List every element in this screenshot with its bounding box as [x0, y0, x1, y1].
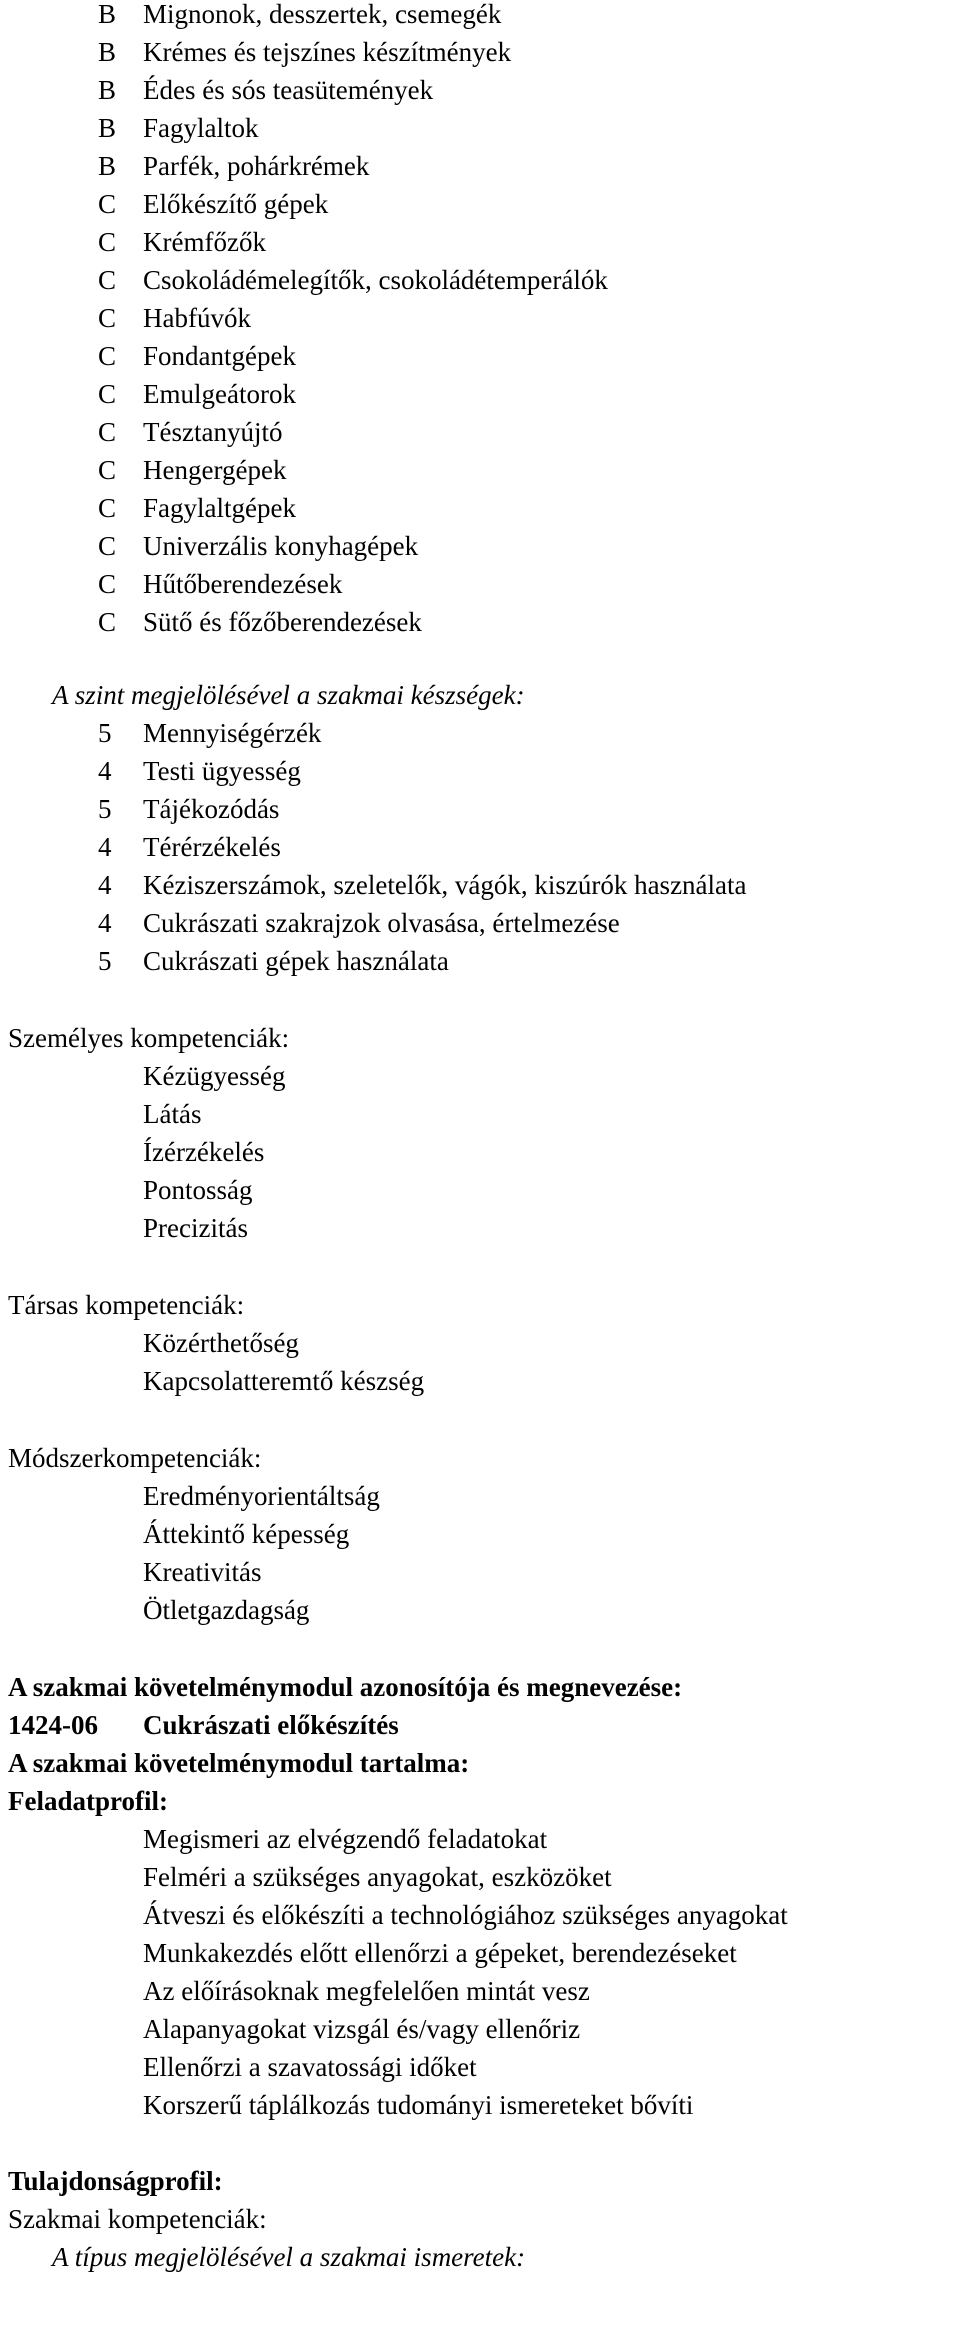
item-code: C — [98, 379, 117, 409]
item-text: Ízérzékelés — [143, 1137, 265, 1167]
item-code: C — [98, 569, 117, 599]
item-text: Fondantgépek — [143, 341, 296, 371]
item-text: Áttekintő képesség — [143, 1519, 350, 1549]
item-code: B — [98, 37, 117, 67]
skill-text: Térérzékelés — [143, 832, 281, 862]
item-text: Habfúvók — [143, 303, 251, 333]
item-code: B — [98, 151, 117, 181]
item-text: Látás — [143, 1099, 202, 1129]
item-code: C — [98, 607, 117, 637]
item-text: Fagylaltok — [143, 113, 259, 143]
item-text: Közérthetőség — [143, 1328, 299, 1358]
personal-heading: Személyes kompetenciák: — [8, 1023, 290, 1053]
task-text: Ellenőrzi a szavatossági időket — [143, 2052, 477, 2082]
module-id-heading-text: A szakmai követelménymodul azonosítója és megnevezése: — [8, 1672, 683, 1702]
skill-level: 5 — [98, 794, 112, 824]
item-text: Emulgeátorok — [143, 379, 296, 409]
task-text: Alapanyagokat vizsgál és/vagy ellenőriz — [143, 2014, 581, 2044]
item-code: C — [98, 531, 117, 561]
skill-level: 5 — [98, 718, 112, 748]
item-code: C — [98, 265, 117, 295]
skill-level: 4 — [98, 756, 112, 786]
skill-text: Tájékozódás — [143, 794, 280, 824]
item-text: Kapcsolatteremtő készség — [143, 1366, 425, 1396]
item-code: B — [98, 75, 117, 105]
skill-text: Testi ügyesség — [143, 756, 301, 786]
professional-competence-text: Szakmai kompetenciák: — [8, 2204, 267, 2234]
item-text: Hengergépek — [143, 455, 287, 485]
task-text: Az előírásoknak megfelelően mintát vesz — [143, 1976, 590, 2006]
module-id: 1424-06 — [8, 1710, 98, 1740]
skill-text: Cukrászati szakrajzok olvasása, értelmezése — [143, 908, 620, 938]
task-text: Korszerű táplálkozás tudományi ismereteket bővíti — [143, 2090, 694, 2120]
item-text: Fagylaltgépek — [143, 493, 296, 523]
item-code: C — [98, 189, 117, 219]
module-name: Cukrászati előkészítés — [143, 1710, 399, 1740]
method-heading: Módszerkompetenciák: — [8, 1443, 262, 1473]
skill-text: Cukrászati gépek használata — [143, 946, 449, 976]
item-code: C — [98, 227, 117, 257]
item-text: Parfék, pohárkrémek — [143, 151, 370, 181]
skill-level: 4 — [98, 832, 112, 862]
item-code: C — [98, 303, 117, 333]
item-text: Krémes és tejszínes készítmények — [143, 37, 512, 67]
skill-text: Kéziszerszámok, szeletelők, vágók, kiszúrók használata — [143, 870, 747, 900]
item-code: B — [98, 113, 117, 143]
item-code: C — [98, 341, 117, 371]
item-text: Kézügyesség — [143, 1061, 286, 1091]
item-text: Pontosság — [143, 1175, 253, 1205]
item-text: Csokoládémelegítők, csokoládétemperálók — [143, 265, 608, 295]
item-text: Sütő és főzőberendezések — [143, 607, 422, 637]
item-text: Kreativitás — [143, 1557, 262, 1587]
module-content-heading-text: A szakmai követelménymodul tartalma: — [8, 1748, 470, 1778]
task-text: Felméri a szükséges anyagokat, eszközöket — [143, 1862, 612, 1892]
skill-level: 4 — [98, 908, 112, 938]
item-text: Ötletgazdagság — [143, 1595, 310, 1625]
item-code: C — [98, 417, 117, 447]
social-heading: Társas kompetenciák: — [8, 1290, 245, 1320]
item-text: Előkészítő gépek — [143, 189, 329, 219]
task-text: Megismeri az elvégzendő feladatokat — [143, 1824, 548, 1854]
property-profile-heading-text: Tulajdonságprofil: — [8, 2166, 223, 2196]
task-text: Munkakezdés előtt ellenőrzi a gépeket, berendezéseket — [143, 1938, 737, 1968]
item-code: C — [98, 455, 117, 485]
task-profile-heading-text: Feladatprofil: — [8, 1786, 168, 1816]
knowledge-heading-text: A típus megjelölésével a szakmai ismeretek: — [52, 2242, 526, 2272]
skills-heading-text: A szint megjelölésével a szakmai készségek: — [52, 680, 525, 710]
item-text: Tésztanyújtó — [143, 417, 283, 447]
skill-text: Mennyiségérzék — [143, 718, 322, 748]
skill-level: 4 — [98, 870, 112, 900]
task-text: Átveszi és előkészíti a technológiához szükséges anyagokat — [143, 1900, 788, 1930]
item-text: Eredményorientáltság — [143, 1481, 380, 1511]
skill-level: 5 — [98, 946, 112, 976]
item-text: Univerzális konyhagépek — [143, 531, 419, 561]
item-text: Mignonok, desszertek, csemegék — [143, 0, 502, 29]
item-text: Precizitás — [143, 1213, 248, 1243]
item-text: Hűtőberendezések — [143, 569, 343, 599]
item-text: Krémfőzők — [143, 227, 266, 257]
item-code: C — [98, 493, 117, 523]
item-text: Édes és sós teasütemények — [143, 75, 434, 105]
item-code: B — [98, 0, 117, 29]
